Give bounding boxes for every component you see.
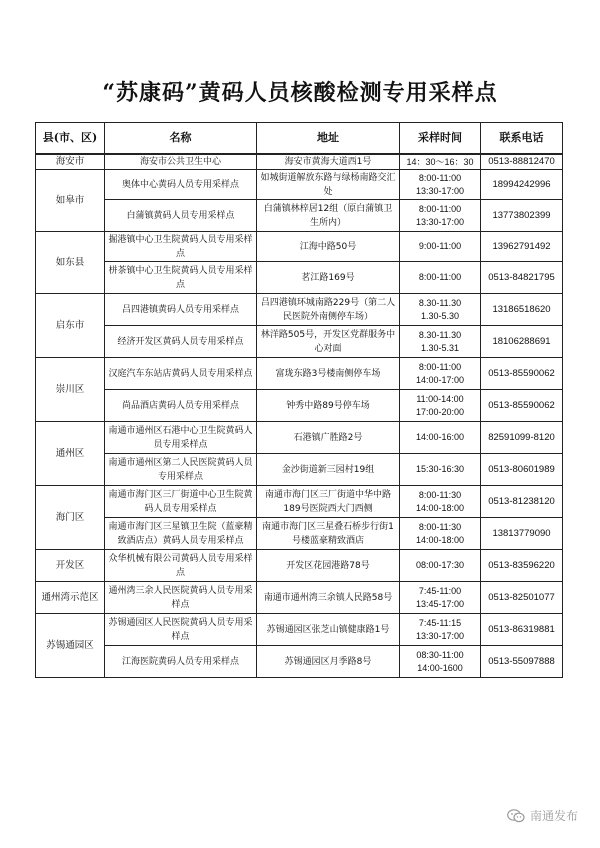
time-cell: [400, 358, 481, 390]
time-cell: [400, 232, 481, 262]
wechat-icon: [507, 809, 525, 823]
time-slot: 8:00-11:30: [418, 521, 462, 532]
time-cell: [400, 486, 481, 518]
address-cell: 南通市海门区三星叠石桥步行街1号楼蓝豪精致酒店: [257, 518, 400, 550]
site-name-cell: 经济开发区黄码人员专用采样点: [105, 326, 257, 358]
time-cell: [400, 262, 481, 294]
county-cell: 如东县: [36, 232, 105, 294]
time-slot: 8:00-11:00: [418, 272, 462, 282]
table-row: [36, 422, 563, 454]
time-slot: 8.30-11.30: [418, 329, 462, 340]
time-cell: [400, 550, 481, 582]
table-header-row: [36, 123, 563, 155]
table-row: [36, 200, 563, 232]
time-slot: 8:00-11:00: [418, 361, 462, 372]
header-address: 地址: [257, 123, 400, 155]
county-cell: 崇川区: [36, 358, 105, 422]
time-cell: [400, 154, 481, 170]
table-row: [36, 550, 563, 582]
address-cell: 白蒲镇林梓居12组（原白蒲镇卫生所内）: [257, 200, 400, 232]
time-slot: 1.30-5.31: [420, 342, 460, 353]
site-name-cell: 众华机械有限公司黄码人员专用采样点: [105, 550, 257, 582]
address-cell: 苏锡通园区张芝山镇健康路1号: [257, 614, 400, 646]
table-row: [36, 582, 563, 614]
page-title: “苏康码”黄码人员核酸检测专用采样点: [102, 80, 498, 106]
phone-cell: 0513-88812470: [481, 154, 563, 170]
phone-cell: 18106288691: [481, 326, 563, 358]
time-slot: 17:00-20:00: [415, 406, 465, 417]
site-name-cell: 掘港镇中心卫生院黄码人员专用采样点: [105, 232, 257, 262]
site-name-cell: 汉庭汽车东站店黄码人员专用采样点: [105, 358, 257, 390]
time-cell: [400, 454, 481, 486]
time-slot: 14:00-18:00: [415, 502, 465, 513]
address-cell: 南通市通州湾三余镇人民路58号: [257, 582, 400, 614]
phone-cell: 0513-86319881: [481, 614, 563, 646]
time-slot: 9:00-11:00: [418, 241, 462, 251]
time-cell: [400, 646, 481, 678]
time-slot: 1.30-5.30: [420, 310, 460, 321]
table-row: [36, 170, 563, 200]
phone-cell: 0513-85590062: [481, 390, 563, 422]
site-name-cell: 江海医院黄码人员专用采样点: [105, 646, 257, 678]
time-slot: 7:45-11:15: [418, 617, 462, 628]
time-slot: 14：30～16：30: [406, 156, 474, 167]
time-cell: [400, 582, 481, 614]
county-cell: 启东市: [36, 294, 105, 358]
site-name-cell: 海安市公共卫生中心: [105, 154, 257, 170]
address-cell: 金沙街道新三园村19组: [257, 454, 400, 486]
phone-cell: 13813779090: [481, 518, 563, 550]
time-slot: 14:00-16:00: [415, 432, 465, 442]
phone-cell: 13962791492: [481, 232, 563, 262]
watermark: [507, 807, 578, 824]
table-row: [36, 486, 563, 518]
time-cell: [400, 422, 481, 454]
table-row: [36, 326, 563, 358]
header-name: 名称: [105, 123, 257, 155]
time-cell: [400, 200, 481, 232]
table-row: [36, 614, 563, 646]
table-body: [36, 154, 563, 678]
watermark-text: 南通发布: [529, 809, 578, 823]
county-cell: 海门区: [36, 486, 105, 550]
phone-cell: 0513-85590062: [481, 358, 563, 390]
phone-cell: 13186518620: [481, 294, 563, 326]
site-name-cell: 苏锡通园区人民医院黄码人员专用采样点: [105, 614, 257, 646]
time-slot: 8:00-11:00: [418, 172, 462, 183]
county-cell: 海安市: [36, 154, 105, 170]
address-cell: 开发区花园港路78号: [257, 550, 400, 582]
site-name-cell: 栟茶镇中心卫生院黄码人员专用采样点: [105, 262, 257, 294]
address-cell: 如城街道解放东路与绿杨南路交汇处: [257, 170, 400, 200]
table-row: [36, 390, 563, 422]
phone-cell: 13773802399: [481, 200, 563, 232]
address-cell: 富珑东路3号楼南侧停车场: [257, 358, 400, 390]
county-cell: 如皋市: [36, 170, 105, 232]
table-row: [36, 232, 563, 262]
phone-cell: 18994242996: [481, 170, 563, 200]
time-slot: 8.30-11.30: [418, 297, 462, 308]
phone-cell: 0513-83596220: [481, 550, 563, 582]
time-cell: [400, 294, 481, 326]
county-cell: 苏锡通园区: [36, 614, 105, 678]
time-slot: 14:00-1600: [417, 662, 463, 673]
sampling-sites-table: [35, 122, 563, 678]
table-row: [36, 358, 563, 390]
time-cell: [400, 326, 481, 358]
site-name-cell: 奥体中心黄码人员专用采样点: [105, 170, 257, 200]
time-slot: 14:00-18:00: [415, 534, 465, 545]
site-name-cell: 南通市海门区三星镇卫生院（蓝豪精致酒店点）黄码人员专用采样点: [105, 518, 257, 550]
site-name-cell: 通州湾三余人民医院黄码人员专用采样点: [105, 582, 257, 614]
address-cell: 茗江路169号: [257, 262, 400, 294]
header-county: 县(市、区): [36, 123, 105, 155]
header-phone: 联系电话: [481, 123, 563, 155]
county-cell: 通州区: [36, 422, 105, 486]
table-row: [36, 154, 563, 170]
phone-cell: 0513-82501077: [481, 582, 563, 614]
table-row: [36, 646, 563, 678]
table-row: [36, 262, 563, 294]
time-slot: 11:00-14:00: [416, 393, 464, 404]
time-slot: 13:45-17:00: [415, 598, 465, 609]
site-name-cell: 白蒲镇黄码人员专用采样点: [105, 200, 257, 232]
header-time: 采样时间: [400, 123, 481, 155]
address-cell: 吕四港镇环城南路229号（第二人民医院外南侧停车场）: [257, 294, 400, 326]
address-cell: 石港镇广胜路2号: [257, 422, 400, 454]
phone-cell: 0513-80601989: [481, 454, 563, 486]
time-cell: [400, 518, 481, 550]
site-name-cell: 南通市通州区石港中心卫生院黄码人员专用采样点: [105, 422, 257, 454]
site-name-cell: 尚品酒店黄码人员专用采样点: [105, 390, 257, 422]
time-slot: 08:30-11:00: [416, 649, 464, 660]
phone-cell: 0513-55097888: [481, 646, 563, 678]
address-cell: 苏锡通园区月季路8号: [257, 646, 400, 678]
time-slot: 13:30-17:00: [415, 630, 465, 641]
table-row: [36, 518, 563, 550]
time-cell: [400, 390, 481, 422]
table-row: [36, 294, 563, 326]
address-cell: 南通市海门区三厂街道中华中路189号医院西大门西侧: [257, 486, 400, 518]
table-row: [36, 454, 563, 486]
time-slot: 08:00-17:30: [415, 560, 465, 570]
time-slot: 8:00-11:30: [418, 489, 462, 500]
site-name-cell: 南通市海门区三厂街道中心卫生院黄码人员专用采样点: [105, 486, 257, 518]
time-slot: 7:45-11:00: [418, 585, 462, 596]
time-slot: 13:30-17:00: [415, 185, 465, 196]
address-cell: 钟秀中路89号停车场: [257, 390, 400, 422]
address-cell: 海安市黄海大道西1号: [257, 154, 400, 170]
time-cell: [400, 170, 481, 200]
time-slot: 8:00-11:00: [418, 203, 462, 214]
county-cell: 通州湾示范区: [36, 582, 105, 614]
address-cell: 江海中路50号: [257, 232, 400, 262]
phone-cell: 0513-81238120: [481, 486, 563, 518]
phone-cell: 82591099-8120: [481, 422, 563, 454]
site-name-cell: 吕四港镇黄码人员专用采样点: [105, 294, 257, 326]
time-cell: [400, 614, 481, 646]
site-name-cell: 南通市通州区第二人民医院黄码人员专用采样点: [105, 454, 257, 486]
time-slot: 15:30-16:30: [415, 464, 465, 474]
county-cell: 开发区: [36, 550, 105, 582]
phone-cell: 0513-84821795: [481, 262, 563, 294]
address-cell: 林洋路505号，开发区党群服务中心对面: [257, 326, 400, 358]
time-slot: 14:00-17:00: [415, 374, 465, 385]
time-slot: 13:30-17:00: [415, 216, 465, 227]
